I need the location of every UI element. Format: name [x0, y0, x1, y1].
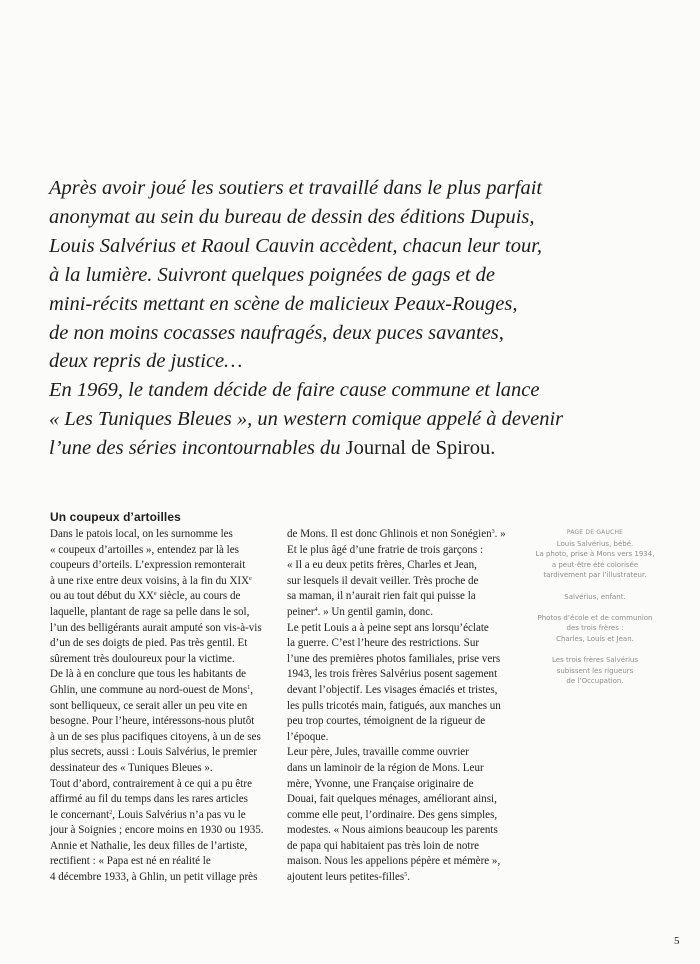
photo-captions [532, 528, 658, 698]
caption-school-photos [532, 613, 658, 645]
text-line: coupeurs d’orteils. L’expression remonterait [50, 559, 246, 572]
text-line: l’un des belligérants aurait amputé son vis-à-vis [50, 621, 262, 634]
caption-child [532, 592, 658, 603]
text-line: la guerre. C’est l’heure des restrictions. Sur [287, 637, 480, 650]
text-line: dessinateur des « Tuniques Bleues ». [50, 761, 213, 774]
text-line: plus secrets, aussi : Louis Salvérius, le premier [50, 746, 258, 759]
text-line: maison. Nous les appelions pépère et mémère », [287, 855, 501, 868]
text-line: Leur père, Jules, travaille comme ouvrier [287, 746, 469, 759]
text-line: 4 décembre 1933, à Ghlin, un petit village près [50, 871, 258, 884]
text-line: « coupeux d’artoilles », entendez par là les [50, 543, 239, 556]
intro-line: En 1969, le tandem décide de faire cause commune et lance [49, 379, 540, 402]
text-line [287, 870, 509, 886]
caption-line: Charles, Louis et Jean. [556, 634, 634, 643]
footnote-ref: 4 [314, 606, 318, 613]
page-number: 5 [674, 935, 680, 947]
caption-line: subissent les rigueurs [556, 666, 634, 675]
caption-line: Salvérius, enfant. [564, 592, 626, 601]
text-line: « Il a eu deux petits frères, Charles et Jean, [287, 559, 477, 572]
text-line: d’un de ses doigts de pied. Pas très gentil. Et [50, 637, 248, 650]
body-column-left [50, 527, 272, 886]
text-line: 1943, les trois frères Salvérius posent sagement [287, 668, 498, 681]
intro-line-last [49, 434, 609, 463]
caption-line: Louis Salvérius, bébé. [556, 539, 634, 548]
text-line: mère, Yvonne, une Française originaire de [287, 777, 474, 790]
text-run: ajoutent leurs petites-filles [287, 871, 405, 884]
text-line: à un de ses plus pacifiques citoyens, à un de ses [50, 730, 261, 743]
text-run: . » [494, 528, 506, 540]
text-line [50, 574, 272, 590]
intro-last-italic: l’une des séries incontournables du [49, 437, 341, 460]
text-line: sur lesquels il devait veiller. Très proche de [287, 574, 479, 587]
text-line: Annie et Nathalie, les deux filles de l’artiste, [50, 839, 248, 852]
superscript: e [154, 591, 157, 598]
intro-line: mini-récits mettant en scène de malicieux Peaux-Rouges, [49, 292, 518, 315]
text-line: Tout d’abord, contrairement à ce qui a pu être [50, 777, 252, 790]
text-run: peiner [287, 605, 315, 618]
intro-line: deux repris de justice… [49, 350, 243, 373]
superscript: e [249, 575, 252, 582]
intro-line: Après avoir joué les soutiers et travaillé dans le plus parfait [49, 177, 543, 199]
text-line: De là à en conclure que tous les habitants de [50, 668, 247, 681]
text-run: , Louis Salvérius n’a pas vu le [112, 808, 246, 821]
text-line: Et le plus âgé d’une fratrie de trois garçons : [287, 543, 484, 556]
text-line: dans un laminoir de la région de Mons. Leur [287, 761, 484, 774]
caption-line: des trois frères : [566, 624, 624, 633]
intro-line: Louis Salvérius et Raoul Cauvin accèdent, chacun leur tour, [49, 234, 543, 257]
text-line: devant l’objectif. Les visages émaciés et tristes, [287, 683, 498, 696]
text-run: siècle, au cours de [156, 590, 241, 603]
text-line: l’une des premières photos familiales, prise vers [287, 652, 501, 665]
text-run: ou au tout début du XX [50, 590, 155, 603]
text-run: Ghlin, une commune au nord-ouest de Mons [50, 683, 248, 696]
intro-line: à la lumière. Suivront quelques poignées de gags et de [49, 263, 495, 286]
text-run: . » Un gentil gamin, donc. [317, 605, 433, 618]
intro-line: de non moins cocasses naufragés, deux puces savantes, [49, 321, 504, 344]
caption-occupation [532, 655, 658, 687]
caption-left-page [532, 528, 658, 581]
caption-title: PAGE DE GAUCHE [566, 529, 624, 536]
text-line: Douai, fait quelques ménages, améliorant ainsi, [287, 793, 497, 806]
footnote-ref: 5 [404, 872, 408, 879]
text-line: les pulls tricotés main, fatigués, aux manches un [287, 699, 501, 712]
text-line: comme elle peut, l’ordinaire. Des gens simples, [287, 808, 498, 821]
text-line: Dans le patois local, on les surnomme les [50, 528, 233, 540]
journal-title: Journal de Spirou. [345, 437, 496, 460]
text-line [287, 527, 509, 543]
section-heading: Un coupeux d’artoilles [50, 510, 181, 524]
text-run: à une rixe entre deux voisins, à la fin du XIX [50, 574, 250, 587]
footnote-ref: 2 [109, 809, 113, 816]
text-line: laquelle, plantant de rage sa pelle dans le sol, [50, 605, 250, 618]
caption-line: Photos d’école et de communion [537, 613, 653, 622]
text-line [287, 605, 509, 621]
text-line: jour à Soignies ; encore moins en 1930 ou 1935. [50, 824, 264, 837]
text-run: . [407, 871, 410, 884]
caption-line: Les trois frères Salvérius [552, 656, 638, 665]
text-line: modestes. « Nous aimions beaucoup les parents [287, 824, 498, 837]
body-column-middle [287, 527, 509, 886]
footnote-ref: 1 [247, 684, 251, 691]
text-run: , [250, 683, 254, 696]
text-line [50, 683, 272, 699]
text-line: Le petit Louis a à peine sept ans lorsqu’éclate [287, 621, 489, 634]
intro-line: « Les Tuniques Bleues », un western comique appelé à devenir [49, 408, 564, 431]
text-line: sont belliqueux, ce serait aller un peu vite en [50, 699, 248, 712]
text-line: affirmé au fil du temps dans les rares articles [50, 793, 248, 806]
caption-line: tardivement par l’illustrateur. [543, 571, 647, 580]
text-line: de papa qui habitaient pas très loin de notre [287, 839, 480, 852]
caption-line: de l’Occupation. [566, 677, 624, 686]
text-line: l’époque. [287, 730, 329, 743]
text-line: peu trop courtes, témoignent de la rigueur de [287, 715, 486, 728]
text-run: le concernant [50, 808, 110, 821]
intro-paragraph [49, 174, 609, 463]
text-line: sa maman, il n’aurait rien fait qui puisse la [287, 590, 476, 603]
text-line [50, 589, 272, 605]
text-line: rectifient : « Papa est né en réalité le [50, 855, 211, 868]
text-line: besogne. Pour l’heure, intéressons-nous plutôt [50, 715, 255, 728]
footnote-ref: 3 [491, 529, 495, 535]
intro-line: anonymat au sein du bureau de dessin des éditions Dupuis, [49, 205, 535, 228]
text-run: de Mons. Il est donc Ghlinois et non Sonégien [287, 528, 492, 540]
caption-line: La photo, prise à Mons vers 1934, [535, 550, 655, 559]
text-line: sûrement très douloureux pour la victime. [50, 652, 235, 665]
text-line [50, 808, 272, 824]
caption-line: a peut-être été colorisée [551, 560, 639, 569]
